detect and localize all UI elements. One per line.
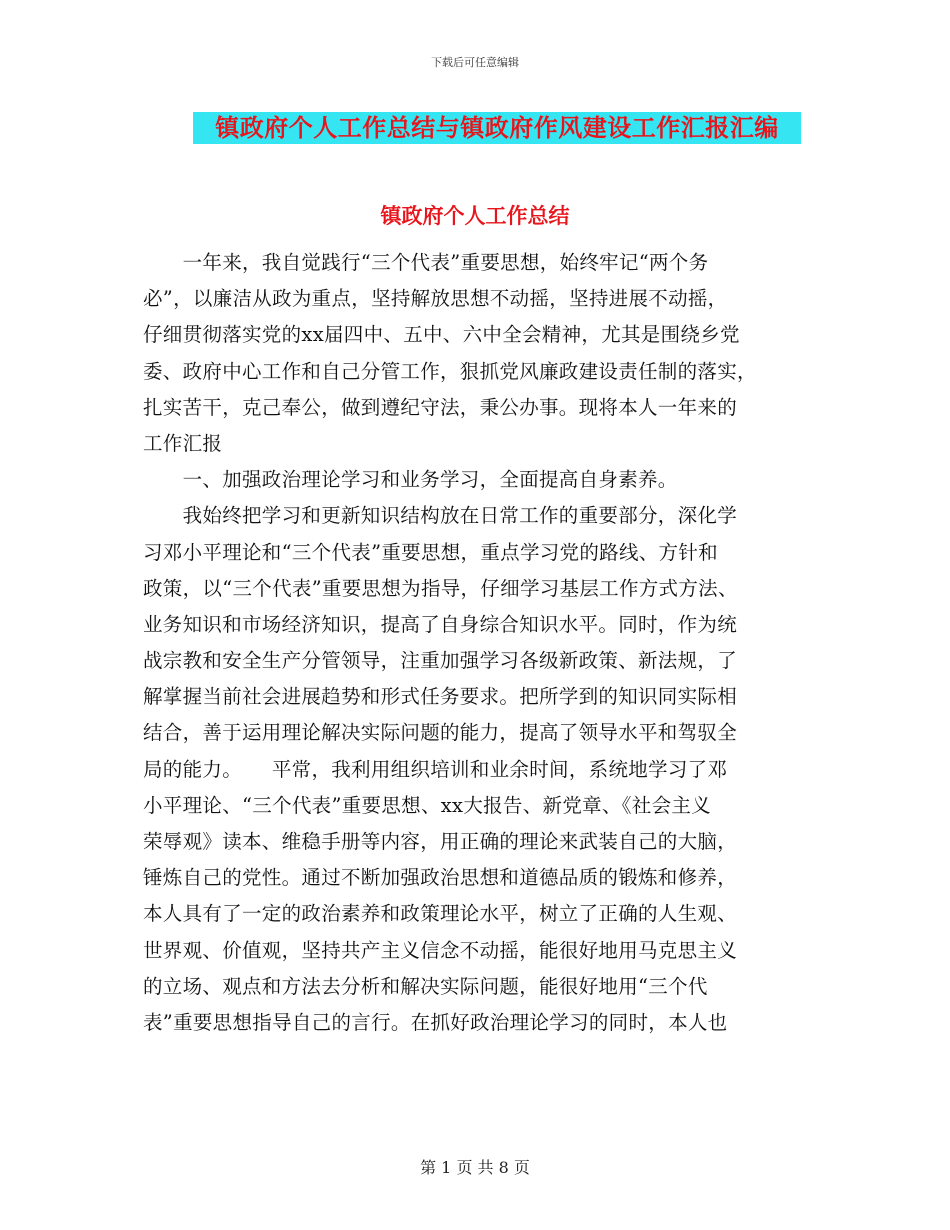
body-line: 仔细贯彻落实党的xx届四中、五中、六中全会精神，尤其是围绕乡党: [143, 323, 740, 347]
body-line: 世界观、价值观，坚持共产主义信念不动摇，能很好地用马克思主义: [143, 938, 738, 962]
body-text: [143, 245, 807, 1041]
body-line: 习邓小平理论和“三个代表”重要思想，重点学习党的路线、方针和: [143, 540, 718, 564]
body-line: 解掌握当前社会进展趋势和形式任务要求。把所学到的知识同实际相: [143, 685, 738, 709]
document-title-highlight: [193, 112, 801, 144]
body-line: 锤炼自己的党性。通过不断加强政治思想和道德品质的锻炼和修养，: [143, 866, 738, 890]
body-line: 我始终把学习和更新知识结构放在日常工作的重要部分，深化学: [143, 504, 738, 528]
header-note: 下载后可任意编辑: [431, 56, 519, 69]
body-line: 荣辱观》读本、维稳手册等内容，用正确的理论来武装自己的大脑，: [143, 830, 738, 853]
section-heading: 一、加强政治理论学习和业务学习，全面提高自身素养。: [143, 468, 678, 492]
page-footer: 第 1 页 共 8 页: [420, 1158, 530, 1177]
body-line: 局的能力。 平常，我利用组织培训和业余时间，系统地学习了邓: [143, 757, 728, 781]
body-line: 的立场、观点和方法去分析和解决实际问题，能很好地用“三个代: [143, 974, 708, 998]
body-line: 必”，以廉洁从政为重点，坚持解放思想不动摇，坚持进展不动摇，: [143, 287, 728, 311]
body-line: 扎实苦干，克己奉公，做到遵纪守法，秉公办事。现将本人一年来的: [143, 395, 738, 419]
body-line: 政策，以“三个代表”重要思想为指导，仔细学习基层工作方式方法、: [143, 576, 738, 600]
document-title: 镇政府个人工作总结与镇政府作风建设工作汇报汇编: [215, 113, 779, 142]
body-line: 业务知识和市场经济知识，提高了自身综合知识水平。同时，作为统: [143, 612, 738, 636]
body-line: 委、政府中心工作和自己分管工作，狠抓党风廉政建设责任制的落实，: [143, 359, 757, 383]
body-line: 结合，善于运用理论解决实际问题的能力，提高了领导水平和驾驭全: [143, 721, 738, 745]
body-line: 表”重要思想指导自己的言行。在抓好政治理论学习的同时，本人也: [143, 1010, 728, 1034]
body-line: 一年来，我自觉践行“三个代表”重要思想，始终牢记“两个务: [143, 251, 709, 274]
section-title: 镇政府个人工作总结: [380, 203, 570, 228]
body-line: 工作汇报: [143, 431, 223, 455]
body-line: 小平理论、“三个代表”重要思想、xx大报告、新党章、《社会主义: [143, 793, 711, 817]
body-line: 战宗教和安全生产分管领导，注重加强学习各级新政策、新法规，了: [143, 649, 738, 673]
body-line: 本人具有了一定的政治素养和政策理论水平，树立了正确的人生观、: [143, 902, 738, 926]
